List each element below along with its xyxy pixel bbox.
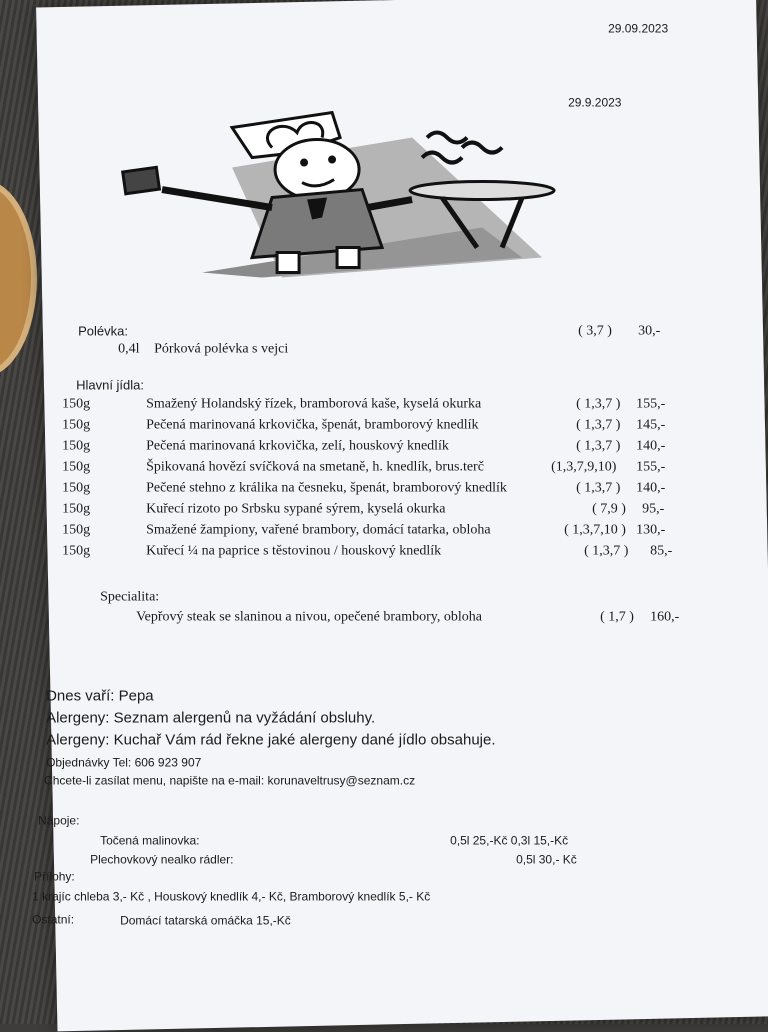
menu-item [36,523,756,541]
item-price: 140,- [636,438,666,454]
item-name: Kuřecí ¼ na paprice s těstovinou / houskový knedlík [146,543,442,559]
other-text: Domácí tatarská omáčka 15,-Kč [120,913,291,928]
item-price: 155,- [636,459,666,475]
soup-price: 30,- [638,323,661,339]
allergens-info-2: Alergeny: Kuchař Vám rád řekne jaké alergeny dané jídlo obsahuje. [46,731,496,749]
item-name: Pečená marinovaná krkovička, zelí, houskový knedlík [146,438,449,454]
item-name: Smažený Holandský řízek, bramborová kaše, kyselá okurka [146,396,482,412]
drink-1-name: Točená malinovka: [100,833,200,848]
item-weight: 150g [62,522,91,538]
menu-item [36,502,756,520]
chef-cartoon-illustration [82,108,562,278]
item-name: Kuřecí rizoto po Srbsku sypané sýrem, kyselá okurka [146,501,446,517]
item-allergens: ( 1,3,7 ) [576,417,621,433]
item-price: 85,- [650,543,673,559]
item-price: 145,- [636,417,666,433]
mains-heading: Hlavní jídla: [76,377,145,393]
email-info: Chcete-li zasílat menu, napište na e-mail: korunaveltrusy@seznam.cz [44,773,416,788]
item-allergens: ( 1,3,7,10 ) [564,522,626,538]
orders-phone: Objednávky Tel: 606 923 907 [46,755,202,770]
special-heading: Specialita: [100,589,160,605]
drink-1-price: 0,5l 25,-Kč 0,3l 15,-Kč [450,833,569,848]
item-weight: 150g [62,417,91,433]
special-price: 160,- [650,609,680,625]
item-allergens: ( 1,3,7 ) [576,480,621,496]
menu-item [36,397,756,415]
drink-2-name: Plechovkový nealko rádler: [90,852,234,867]
cook-info: Dnes vaří: Pepa [46,687,154,705]
soup-portion: 0,4l [118,341,140,357]
item-allergens: ( 7,9 ) [592,501,626,517]
item-name: Pečené stehno z králika na česneku, špenát, bramborový knedlík [146,480,507,496]
item-name: Smažené žampiony, vařené brambory, domácí tatarka, obloha [146,522,491,538]
soup-allergens: ( 3,7 ) [578,323,612,339]
soup-name: Pórková polévka s vejci [154,341,289,357]
menu-item [36,544,756,562]
item-weight: 150g [62,543,91,559]
sides-heading: Přílohy: [34,869,75,884]
date-top: 29.09.2023 [608,21,669,36]
item-weight: 150g [62,438,91,454]
item-allergens: ( 1,3,7 ) [576,438,621,454]
allergens-info-1: Alergeny: Seznam alergenů na vyžádání obsluhy. [46,709,376,727]
item-allergens: ( 1,3,7 ) [584,543,629,559]
menu-item [36,418,756,436]
item-price: 140,- [636,480,666,496]
item-price: 95,- [642,501,665,517]
special-allergens: ( 1,7 ) [600,609,634,625]
drinks-heading: Nápoje: [38,813,80,828]
item-price: 130,- [636,522,666,538]
sides-text: 1 krajíc chleba 3,- Kč , Houskový knedlík 4,- Kč, Bramborový knedlík 5,- Kč [32,889,431,904]
item-weight: 150g [62,459,91,475]
item-allergens: ( 1,3,7 ) [576,396,621,412]
soup-heading: Polévka: [78,323,128,339]
item-weight: 150g [62,501,91,517]
menu-item [36,460,756,478]
item-price: 155,- [636,396,666,412]
date-second: 29.9.2023 [568,95,622,110]
other-heading: Ostatní: [32,912,75,927]
item-name: Pečená marinovaná krkovička, špenát, bramborový knedlík [146,417,479,433]
item-allergens: (1,3,7,9,10) [551,459,617,475]
drink-2-price: 0,5l 30,- Kč [516,852,577,867]
item-name: Špikovaná hovězí svíčková na smetaně, h. knedlík, brus.terč [146,459,484,475]
menu-item [36,439,756,457]
item-weight: 150g [62,396,91,412]
menu-paper [32,0,768,1031]
special-name: Vepřový steak se slaninou a nivou, opečené brambory, obloha [136,609,482,625]
menu-item [36,481,756,499]
item-weight: 150g [62,480,91,496]
